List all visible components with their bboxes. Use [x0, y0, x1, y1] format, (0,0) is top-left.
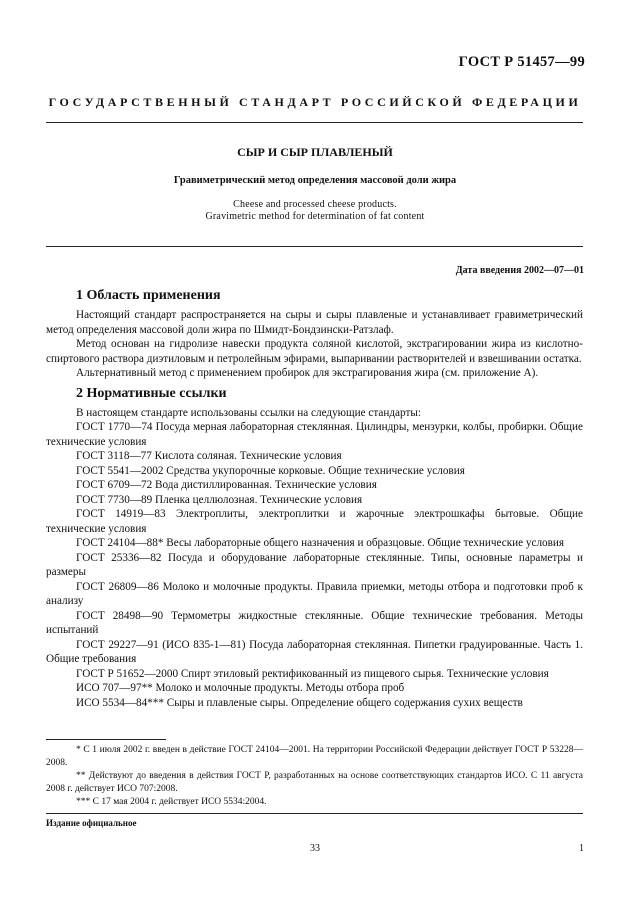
introduction-date: Дата введения 2002—07—01 [455, 265, 584, 276]
title-divider [46, 246, 583, 247]
top-divider [46, 122, 583, 123]
normative-reference: ГОСТ 14919—83 Электроплиты, электроплитки и жарочные электрошкафы бытовые. Общие технические условия [46, 508, 583, 535]
state-standard-title: ГОСУДАРСТВЕННЫЙ СТАНДАРТ РОССИЙСКОЙ ФЕДЕРАЦИИ [48, 95, 582, 109]
footnote-divider [46, 739, 166, 740]
normative-reference: ГОСТ 29227—91 (ИСО 835-1—81) Посуда лабораторная стеклянная. Пипетки градуированные. Часть 1. Общие требования [46, 638, 583, 665]
normative-reference: ГОСТ 26809—86 Молоко и молочные продукты. Правила приемки, методы отбора и подготовки проб к анализу [46, 580, 583, 607]
standard-title: СЫР И СЫР ПЛАВЛЕНЫЙ [237, 145, 393, 159]
footer-divider [46, 813, 583, 814]
section-1-heading: 1 Область применения [76, 288, 221, 303]
english-title-line-1: Cheese and processed cheese products. [233, 199, 397, 210]
section-2-heading: 2 Нормативные ссылки [76, 385, 227, 401]
english-title [0, 199, 630, 223]
footnote: ** Действуют до введения в действия ГОСТ Р, разработанных на основе соответствующих стандартов ИСО. С 11 августа 2008 г. действует ИСО 707:2008. [46, 771, 583, 794]
sheet-number: 1 [579, 843, 584, 854]
document-id: ГОСТ Р 51457—99 [458, 54, 585, 70]
english-title-line-2: Gravimetric method for determination of fat content [205, 211, 425, 222]
normative-reference: ГОСТ Р 51652—2000 Спирт этиловый ректификованный из пищевого сырья. Технические условия [76, 667, 549, 680]
footnote: * С 1 июля 2002 г. введен в действие ГОСТ 24104—2001. На территории Российской Федерации действует ГОСТ Р 53228—2008. [46, 745, 583, 768]
normative-reference: ГОСТ 6709—72 Вода дистиллированная. Технические условия [76, 479, 377, 491]
normative-reference: ГОСТ 3118—77 Кислота соляная. Технические условия [76, 450, 342, 462]
normative-reference: ГОСТ 24104—88* Весы лабораторные общего назначения и образцовые. Общие технические условия [76, 537, 565, 549]
section-2-intro: В настоящем стандарте использованы ссылки на следующие стандарты: [76, 406, 421, 419]
section-1-paragraph: Метод основан на гидролизе навески продукта соляной кислотой, экстрагировании жира из кислотно-спиртового раствора диэтиловым и петролейным эфирами, выпаривании растворителей и взвешивании остатка. [46, 338, 583, 365]
footnotes [46, 744, 583, 810]
standard-subtitle: Гравиметрический метод определения массовой доли жира [173, 175, 457, 186]
page-number: 33 [310, 843, 320, 854]
normative-reference: ИСО 5534—84*** Сыры и плавленые сыры. Определение общего содержания сухих веществ [76, 696, 523, 709]
normative-reference: ГОСТ 25336—82 Посуда и оборудование лабораторные стеклянные. Типы, основные параметры и размеры [46, 551, 583, 578]
section-1-paragraph: Альтернативный метод с применением пробирок для экстрагирования жира (см. приложение А). [76, 367, 539, 379]
normative-reference: ГОСТ 7730—89 Пленка целлюлозная. Технические условия [76, 493, 363, 506]
normative-reference: ГОСТ 1770—74 Посуда мерная лабораторная стеклянная. Цилиндры, мензурки, колбы, пробирки. Общие технические условия [46, 421, 583, 448]
normative-reference: ГОСТ 5541—2002 Средства укупорочные корковые. Общие технические условия [76, 464, 465, 477]
section-1-paragraph: Настоящий стандарт распространяется на сыры и сыры плавленые и устанавливает гравиметрический метод определения массовой доли жира по Шмидт-Бондзински-Ратзлаф. [46, 309, 583, 336]
document-body [46, 287, 583, 710]
normative-reference: ИСО 707—97** Молоко и молочные продукты. Методы отбора проб [76, 682, 405, 694]
footnote: *** С 17 мая 2004 г. действует ИСО 5534:2004. [76, 797, 267, 807]
edition-label: Издание официальное [46, 818, 137, 828]
normative-reference: ГОСТ 28498—90 Термометры жидкостные стеклянные. Общие технические требования. Методы испытаний [46, 609, 583, 636]
